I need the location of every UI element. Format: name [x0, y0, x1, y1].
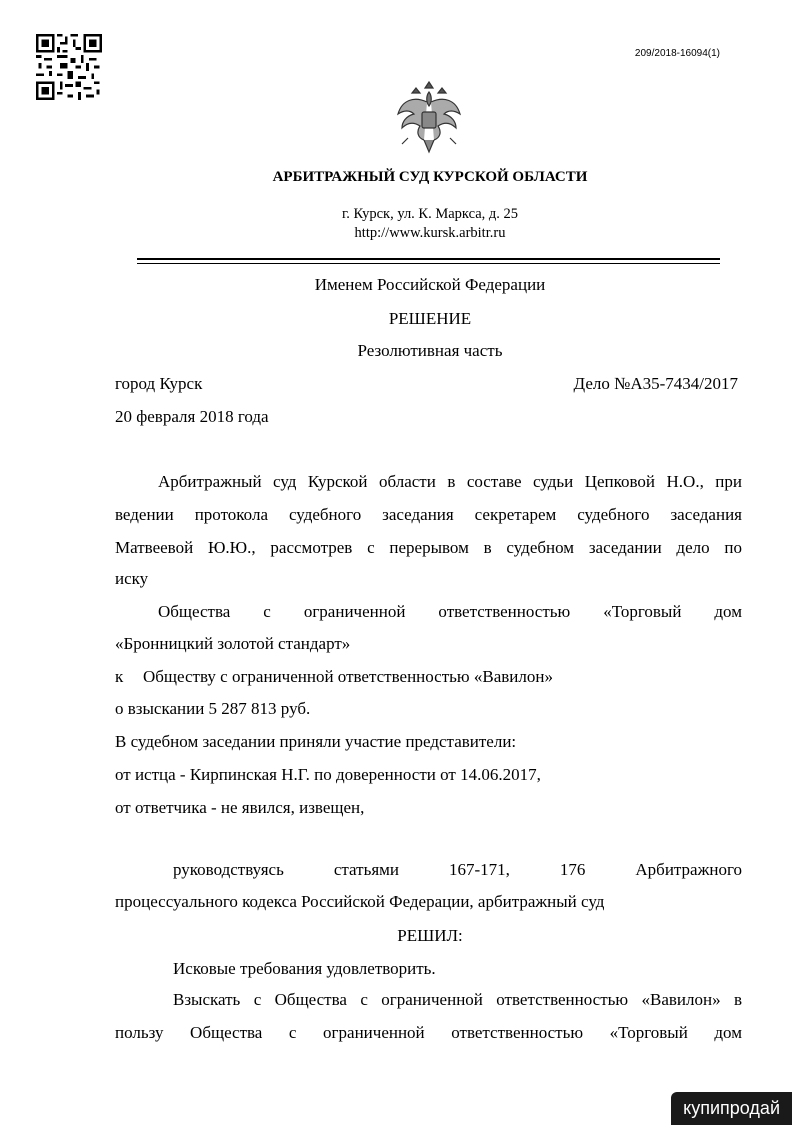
in-name-heading: Именем Российской Федерации [314, 275, 546, 294]
watermark-logo: купипродай [671, 1092, 792, 1125]
plaintiff-representative: от истца - Кирпинская Н.Г. по доверенности от 14.06.2017, [115, 765, 541, 784]
case-number: Дело №А35-7434/2017 [573, 374, 738, 393]
court-address: г. Курск, ул. К. Маркса, д. 25 [341, 206, 519, 222]
header-divider-thick [137, 258, 720, 260]
decision-date: 20 февраля 2018 года [115, 407, 269, 426]
representatives-intro: В судебном заседании приняли участие представители: [115, 732, 517, 751]
defendant-prefix: к [115, 667, 124, 686]
paragraph-line: ведении протокола судебного заседания секретарем судебного заседания [115, 505, 742, 524]
plaintiff-line: «Бронницкий золотой стандарт» [115, 634, 351, 653]
operative-part-heading: Резолютивная часть [357, 341, 503, 360]
recover-line: пользу Общества с ограниченной ответственностью «Торговый дом [115, 1023, 742, 1042]
guided-line: руководствуясь статьями 167-171, 176 Арбитражного [173, 860, 742, 879]
guided-line: процессуального кодекса Российской Федерации, арбитражный суд [115, 892, 605, 911]
document-number: 209/2018-16094(1) [634, 48, 720, 59]
defendant-line: Обществу с ограниченной ответственностью «Вавилон» [143, 667, 553, 686]
satisfy-line: Исковые требования удовлетворить. [173, 959, 436, 978]
claim-line: о взыскании 5 287 813 руб. [115, 699, 311, 718]
header-divider-thin [137, 263, 720, 264]
recover-line: Взыскать с Общества с ограниченной ответственностью «Вавилон» в [173, 990, 742, 1009]
paragraph-line: Арбитражный суд Курской области в составе судьи Цепковой Н.О., при [158, 472, 742, 491]
decision-heading: РЕШЕНИЕ [388, 309, 472, 328]
court-address-block [0, 205, 800, 243]
court-website: http://www.kursk.arbitr.ru [354, 225, 506, 241]
court-name: АРБИТРАЖНЫЙ СУД КУРСКОЙ ОБЛАСТИ [272, 169, 588, 185]
defendant-representative: от ответчика - не явился, извещен, [115, 798, 365, 817]
paragraph-line: иску [115, 569, 149, 588]
resolved-heading: РЕШИЛ: [397, 926, 463, 945]
coat-of-arms-icon [394, 78, 464, 156]
paragraph-line: Матвеевой Ю.Ю., рассмотрев с перерывом в судебном заседании дело по [115, 538, 742, 557]
city: город Курск [115, 374, 203, 393]
qr-code [36, 34, 102, 100]
plaintiff-line: Общества с ограниченной ответственностью «Торговый дом [158, 602, 742, 621]
